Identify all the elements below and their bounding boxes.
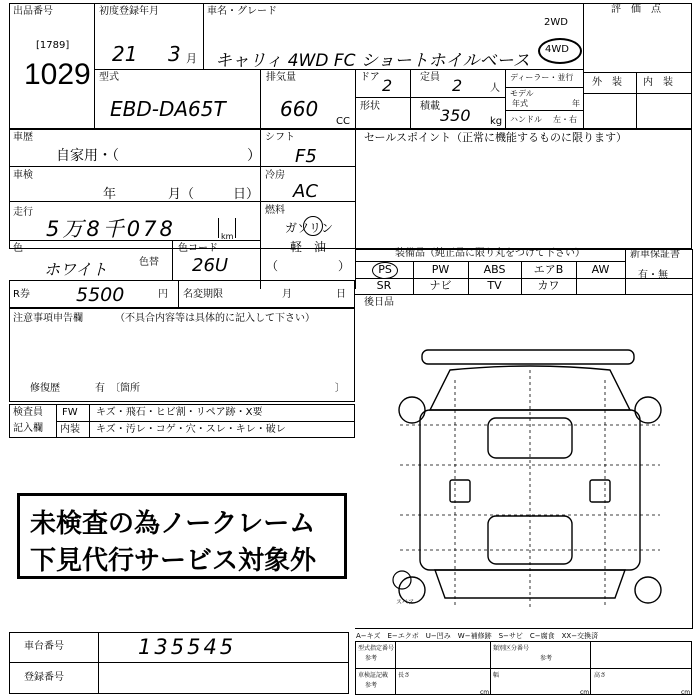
color-label: 色: [13, 243, 23, 254]
interior-codes: キズ・汚レ・コゲ・穴・スレ・キレ・破レ: [96, 424, 286, 435]
4wd-circle: [538, 38, 582, 64]
eval-points-label: 評 価 点: [611, 4, 661, 15]
size-unit-1: cm: [480, 689, 490, 696]
load: 350: [440, 106, 471, 125]
shift-label: シフト: [265, 132, 295, 143]
reference-label: 参考: [540, 655, 553, 662]
size-label-3: 高さ: [594, 672, 607, 679]
equip-aw: AW: [591, 263, 610, 276]
2wd-label: 2WD: [544, 17, 568, 28]
person-unit: 人: [490, 83, 500, 94]
stamp-line-1: 未検査の為ノークレーム: [30, 508, 316, 538]
legend-codes: A−キズ E−エクボ U−凹み W−補修跡 S−サビ C−腐食 XX−交換済: [356, 632, 599, 640]
4wd-label: 4WD: [545, 44, 569, 55]
fuel: ガソリン: [285, 221, 334, 235]
fuel-circle: [303, 216, 323, 236]
shape-label: 形状: [360, 101, 380, 112]
notes-hint: （不具合内容等は具体的に記入して下さい）: [115, 313, 315, 324]
history-close: ）: [247, 148, 261, 164]
exterior-label: 外 装: [592, 77, 622, 88]
chassis-number: 135545: [138, 635, 237, 659]
inspection-date: 年 月（ 日）: [103, 187, 260, 202]
kg-unit: kg: [490, 116, 503, 127]
size-unit-3: cm: [681, 689, 691, 696]
interior-small-label: 内装: [60, 424, 80, 435]
first-reg-label: 初度登録年月: [99, 6, 159, 17]
equip-ps-circle: [372, 262, 398, 279]
equip-pw: PW: [431, 263, 450, 276]
recycle-label: R券: [13, 289, 30, 300]
aircon: AC: [293, 181, 318, 202]
new-warranty-label: 新車保証書: [630, 249, 680, 260]
sales-points-label: セールスポイント（正常に機能するものに限ります）: [364, 131, 628, 144]
recycle-row: [9, 280, 355, 308]
lot-no-label: 出品番号: [13, 6, 53, 17]
name-change-label: 名変期限: [183, 289, 223, 300]
lot-number: 1029: [24, 58, 91, 91]
inspector-box-label: 車検証記載: [358, 672, 389, 679]
car-diagram: [380, 340, 680, 620]
displacement: 660: [280, 97, 319, 121]
car-name-label: 車名・グレード: [207, 6, 277, 17]
equip-leather: カワ: [537, 279, 560, 292]
lot-bracket: [1789]: [36, 40, 70, 51]
month-label: 月: [282, 289, 292, 300]
notes-label: 注意事項申告欄: [13, 313, 83, 324]
repair-close: 〕: [335, 383, 345, 394]
ref-small-1: 型式指定番号: [358, 645, 395, 652]
rear-label: 後日品: [364, 297, 394, 308]
equip-ps: PS: [378, 263, 392, 276]
model-code-label: 型式: [99, 72, 119, 83]
size-label-2: 幅: [493, 672, 500, 679]
inspector-label: 検査員: [13, 407, 43, 418]
fw-label: FW: [62, 407, 78, 418]
history-value: 自家用・（: [56, 148, 119, 164]
car-name-value: キャリィ 4WD FC ショートホイルベース: [215, 51, 530, 71]
displacement-label: 排気量: [266, 72, 296, 83]
model-code: EBD-DA65T: [110, 97, 226, 121]
color-code: 26U: [192, 255, 229, 276]
repair-label: 修復歴: [30, 383, 60, 394]
fuel-paren: （ ）: [266, 259, 351, 273]
reg-no-label: 登録番号: [24, 672, 64, 683]
shift: F5: [295, 146, 317, 167]
warranty-options: 有・無: [638, 270, 668, 281]
ref-small-2: 類別区分番号: [493, 645, 530, 652]
seats: 2: [452, 76, 463, 95]
interior-label: 内 装: [643, 77, 673, 88]
inspection-label: 車検: [13, 170, 33, 181]
size-unit-2: cm: [580, 689, 590, 696]
load-label: 積載: [420, 101, 440, 112]
equip-airbag: エアB: [533, 263, 564, 276]
spare-label: スペア: [396, 599, 415, 606]
aircon-label: 冷房: [265, 170, 285, 181]
ref-label-2: 参考: [365, 682, 378, 689]
seats-label: 定員: [420, 72, 440, 83]
equip-abs: ABS: [483, 263, 506, 276]
reg-month: 3: [168, 42, 181, 66]
equip-sr: SR: [376, 279, 392, 292]
cc-unit: CC: [336, 116, 350, 127]
fuel-diesel: 軽 油: [290, 240, 327, 254]
equip-navi: ナビ: [429, 279, 452, 292]
steering-label: ハンドル: [510, 115, 542, 124]
mileage: 5万8千078: [46, 217, 176, 241]
color-code-label: 色コード: [178, 243, 218, 254]
dealer-label: ディーラー・並行: [510, 73, 574, 82]
reg-year: 21: [112, 42, 138, 66]
day-label: 日: [336, 289, 346, 300]
history-label: 車歴: [13, 132, 33, 143]
ref-small-3: 参考: [365, 655, 378, 662]
equip-tv: TV: [487, 279, 502, 292]
fw-codes: キズ・飛石・ヒビ割・リペア跡・X要: [96, 407, 263, 418]
steering-options: 左・右: [553, 115, 577, 124]
doors: 2: [382, 76, 393, 95]
size-label-1: 長さ: [398, 672, 411, 679]
year-unit: 年: [572, 99, 580, 108]
model-year-label-2: 年式: [512, 99, 528, 108]
recycle-amount: 5500: [76, 284, 125, 306]
yen-unit: 円: [158, 289, 168, 300]
repair-value: 有 〔箇所: [95, 383, 140, 394]
km-unit: km: [221, 232, 234, 241]
mileage-label: 走行: [13, 207, 33, 218]
record-label: 記入欄: [13, 423, 43, 434]
chassis-label: 車台番号: [24, 641, 64, 652]
reg-month-unit: 月: [186, 52, 197, 65]
color-change-label: 色替: [139, 257, 159, 268]
color: ホワイト: [44, 260, 108, 279]
stamp-line-2: 下見代行サービス対象外: [30, 545, 317, 575]
equipment-label: 装備品（純正品に限り丸をつけて下さい）: [395, 248, 585, 259]
doors-label: ドア: [360, 72, 380, 83]
fuel-label: 燃料: [265, 205, 285, 216]
model-year-label-1: モデル: [510, 89, 534, 98]
